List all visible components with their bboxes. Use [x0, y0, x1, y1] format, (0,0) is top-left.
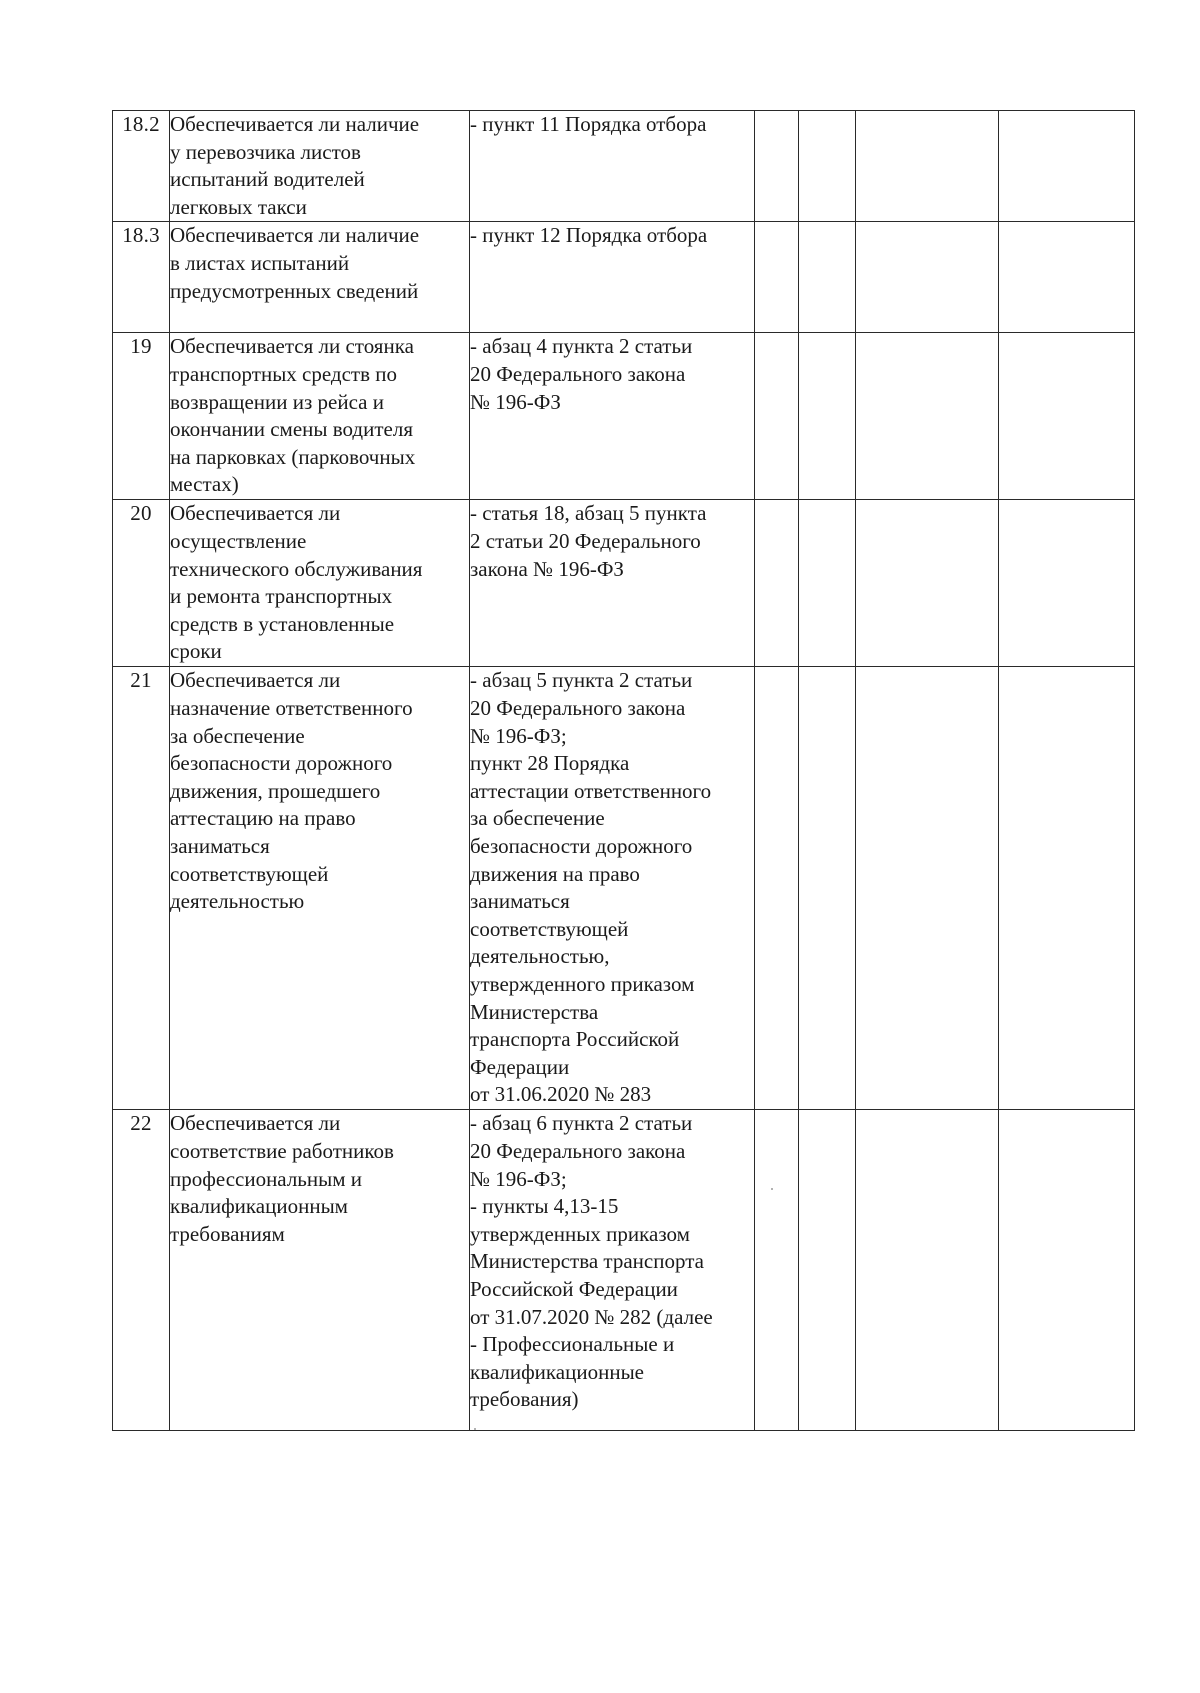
- empty-cell: [856, 222, 999, 333]
- legal-reference-text: - абзац 6 пункта 2 статьи 20 Федерального закона № 196-ФЗ; - пункты 4,13-15 утвержденных приказом Министерства транспорта Российской Федерации от 31.07.2020 № 282 (далее - Профессиональные и квалификационные требования): [470, 1111, 713, 1412]
- legal-reference-cell: [470, 333, 755, 500]
- question-text: Обеспечивается ли наличие у перевозчика листов испытаний водителей легковых такси: [170, 112, 420, 219]
- empty-cell: [999, 333, 1135, 500]
- empty-cell: [856, 111, 999, 222]
- checklist-table: [112, 110, 1135, 1431]
- table-row: [113, 333, 1135, 500]
- empty-cell: [999, 111, 1135, 222]
- question-cell: [170, 111, 470, 222]
- row-number-text: 22: [130, 1111, 152, 1136]
- empty-cell: [755, 333, 799, 500]
- empty-cell: [799, 111, 856, 222]
- row-number-text: 20: [130, 501, 152, 526]
- question-text: Обеспечивается ли соответствие работников профессиональным и квалификационным требованиям: [170, 1111, 394, 1246]
- row-number: [113, 1110, 170, 1431]
- row-number: [113, 111, 170, 222]
- empty-cell: [755, 222, 799, 333]
- scan-speck: [474, 1428, 476, 1430]
- empty-cell: [999, 500, 1135, 667]
- empty-cell: [856, 667, 999, 1110]
- legal-reference-text: - абзац 4 пункта 2 статьи 20 Федерального закона № 196-ФЗ: [470, 334, 693, 414]
- question-cell: [170, 500, 470, 667]
- row-number: [113, 333, 170, 500]
- question-text: Обеспечивается ли осуществление технического обслуживания и ремонта транспортных средств в установленные сроки: [170, 501, 423, 664]
- row-number-text: 18.3: [122, 223, 160, 248]
- empty-cell: [856, 1110, 999, 1431]
- question-cell: [170, 222, 470, 333]
- row-number-text: 21: [130, 668, 152, 693]
- legal-reference-cell: [470, 667, 755, 1110]
- table-row: [113, 500, 1135, 667]
- question-cell: [170, 667, 470, 1110]
- scan-speck: [771, 1188, 773, 1190]
- question-cell: [170, 1110, 470, 1431]
- question-text: Обеспечивается ли назначение ответственного за обеспечение безопасности дорожного движения, прошедшего аттестацию на право заниматься соответствующей деятельностью: [170, 668, 413, 914]
- row-number: [113, 500, 170, 667]
- empty-cell: [755, 111, 799, 222]
- legal-reference-text: - статья 18, абзац 5 пункта 2 статьи 20 Федерального закона № 196-ФЗ: [470, 501, 707, 581]
- empty-cell: [755, 667, 799, 1110]
- question-text: Обеспечивается ли наличие в листах испытаний предусмотренных сведений: [170, 223, 420, 303]
- question-cell: [170, 333, 470, 500]
- empty-cell: [999, 1110, 1135, 1431]
- legal-reference-cell: [470, 1110, 755, 1431]
- empty-cell: [799, 333, 856, 500]
- table-row: [113, 1110, 1135, 1431]
- empty-cell: [799, 667, 856, 1110]
- empty-cell: [799, 500, 856, 667]
- legal-reference-cell: [470, 222, 755, 333]
- row-number-text: 19: [130, 334, 152, 359]
- legal-reference-text: - пункт 12 Порядка отбора: [470, 223, 708, 248]
- table-row: [113, 222, 1135, 333]
- empty-cell: [755, 1110, 799, 1431]
- empty-cell: [755, 500, 799, 667]
- empty-cell: [999, 222, 1135, 333]
- empty-cell: [856, 333, 999, 500]
- empty-cell: [799, 222, 856, 333]
- row-number: [113, 667, 170, 1110]
- legal-reference-text: - абзац 5 пункта 2 статьи 20 Федерального закона № 196-ФЗ; пункт 28 Порядка аттестации ответственного за обеспечение безопасности дорожного движения на право заниматься соответствующей деятельностью, утвержденного приказом Министерства транспорта Российской Федерации от 31.06.2020 № 283: [470, 668, 712, 1107]
- legal-reference-cell: [470, 111, 755, 222]
- question-text: Обеспечивается ли стоянка транспортных средств по возвращении из рейса и окончании смены водителя на парковках (парковочных местах): [170, 334, 416, 497]
- legal-reference-text: - пункт 11 Порядка отбора: [470, 112, 707, 136]
- table-row: [113, 667, 1135, 1110]
- empty-cell: [999, 667, 1135, 1110]
- table-row: [113, 111, 1135, 222]
- row-number: [113, 222, 170, 333]
- legal-reference-cell: [470, 500, 755, 667]
- empty-cell: [799, 1110, 856, 1431]
- empty-cell: [856, 500, 999, 667]
- row-number-text: 18.2: [122, 112, 160, 136]
